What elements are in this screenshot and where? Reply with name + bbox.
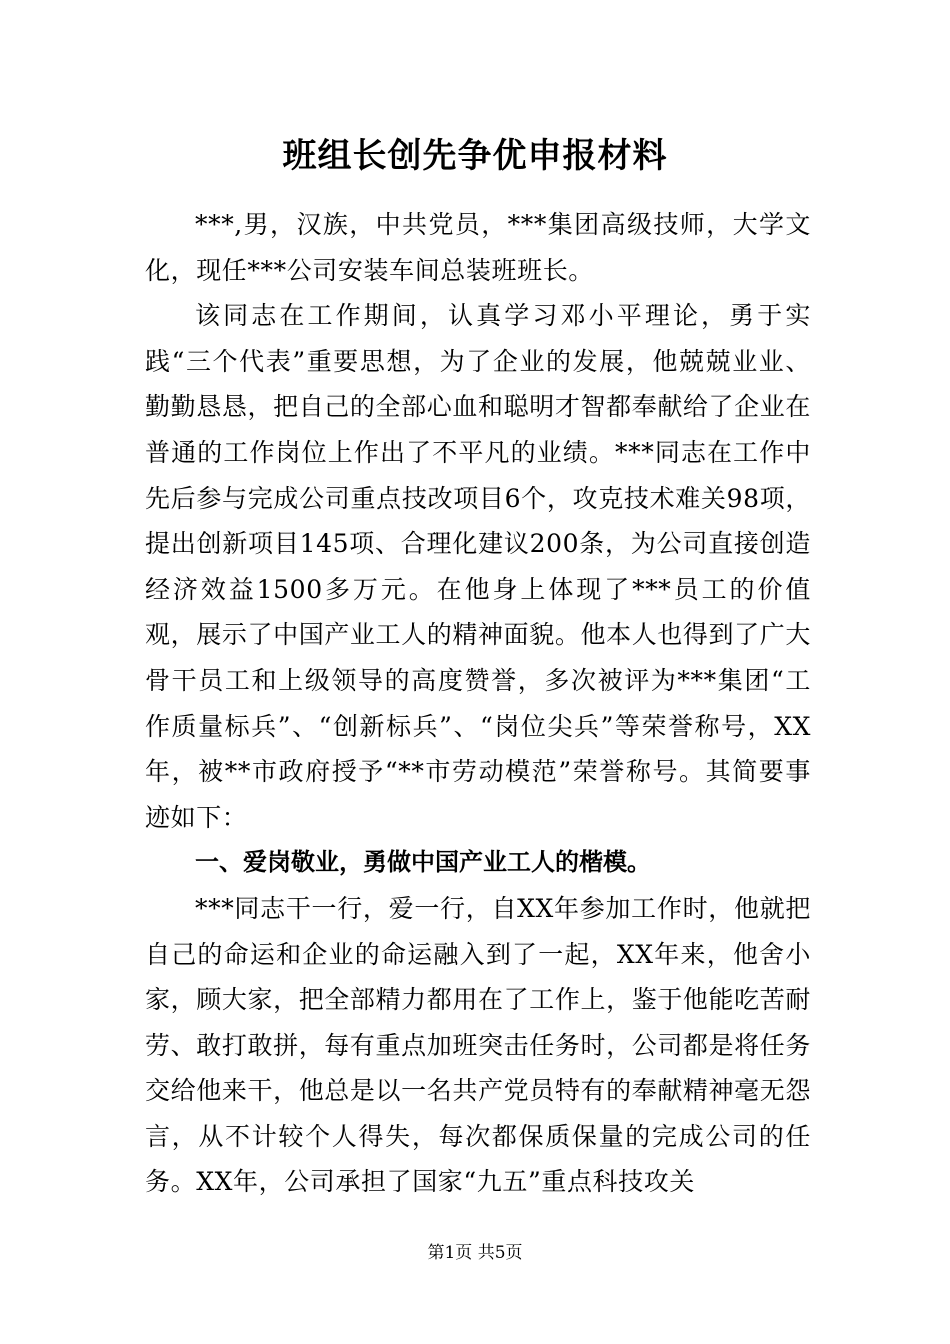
section-heading: 一、爱岗敬业，勇做中国产业工人的楷模。 bbox=[195, 848, 651, 877]
page-number-footer: 第1页 共5页 bbox=[427, 1243, 523, 1263]
document-body bbox=[145, 202, 811, 1205]
paragraph-summary: 该同志在工作期间，认真学习邓小平理论，勇于实践“三个代表”重要思想，为了企业的发展，他兢兢业业、勤勤恳恳，把自己的全部心血和聪明才智都奉献给了企业在普通的工作岗位上作出了不平凡的业绩。***同志在工作中先后参与完成公司重点技改项目6个，攻克技术难关98项，提出创新项目145项、合理化建议200条，为公司直接创造经济效益1500多万元。在他身上体现了***员工的价值观，展示了中国产业工人的精神面貌。他本人也得到了广大骨干员工和上级领导的高度赞誉，多次被评为***集团“工作质量标兵”、“创新标兵”、“岗位尖兵”等荣誉称号，XX年，被**市政府授予“**市劳动模范”荣誉称号。其简要事迹如下： bbox=[145, 301, 811, 832]
paragraph-section-one: ***同志干一行，爱一行，自XX年参加工作时，他就把自己的命运和企业的命运融入到了一起，XX年来，他舍小家，顾大家，把全部精力都用在了工作上，鉴于他能吃苦耐劳、敢打敢拼，每有重点加班突击任务时，公司都是将任务交给他来干，他总是以一名共产党员特有的奉献精神毫无怨言，从不计较个人得失，每次都保质保量的完成公司的任务。XX年，公司承担了国家“九五”重点科技攻关 bbox=[145, 893, 811, 1197]
paragraph-intro: ***,男，汉族，中共党员，***集团高级技师，大学文化，现任***公司安装车间总装班班长。 bbox=[145, 210, 811, 285]
document-title: 班组长创先争优申报材料 bbox=[282, 136, 668, 176]
